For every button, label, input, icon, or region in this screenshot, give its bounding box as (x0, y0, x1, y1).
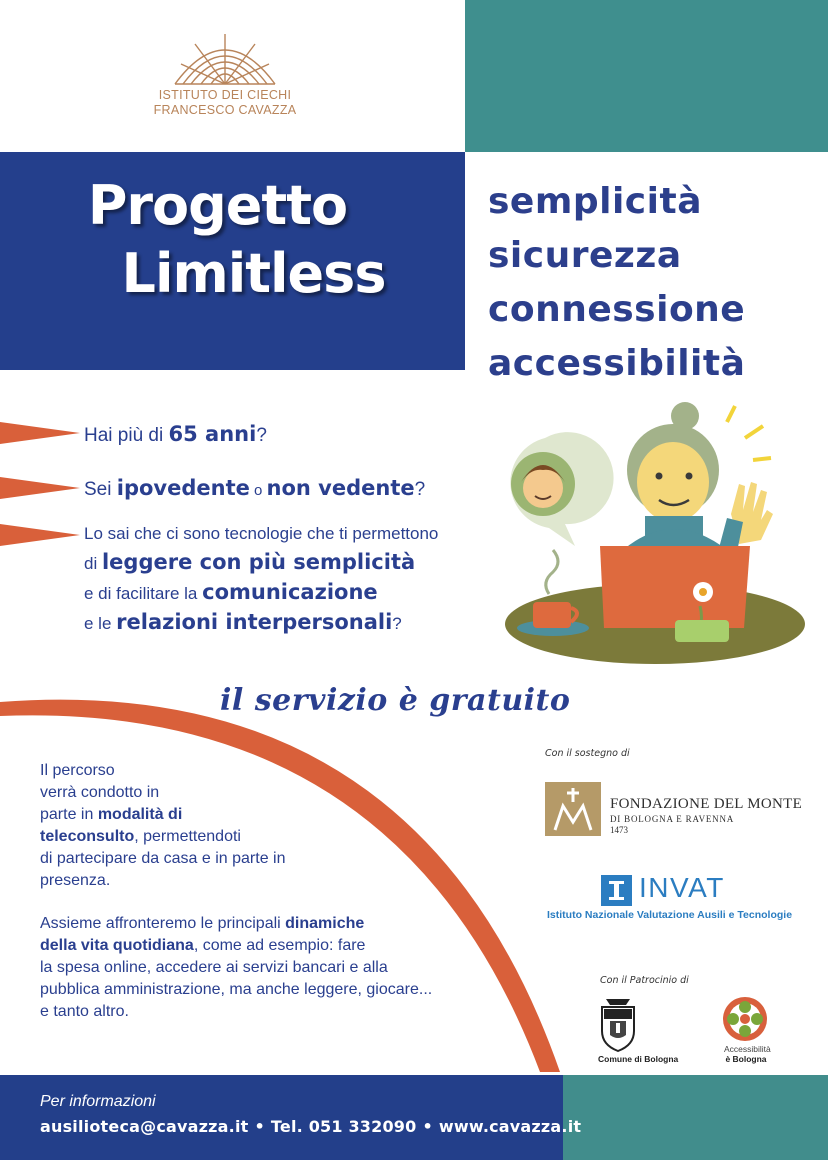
question-technology (84, 520, 438, 638)
accessibilita-line2 (724, 1054, 768, 1064)
question-text: e di facilitare la (84, 584, 203, 603)
free-service-heading: il servizio è gratuito (220, 683, 571, 718)
keyword-item: sicurezza (488, 235, 682, 276)
patronage-label: Con il Patrocinio di (600, 975, 689, 986)
paragraph-line: presenza. (40, 872, 111, 889)
paragraph-line (40, 913, 432, 935)
fondazione-monte-name (610, 796, 802, 835)
question-highlight: relazioni interpersonali (116, 610, 393, 634)
keyword-item: semplicità (488, 181, 702, 222)
contact-separator: • (254, 1117, 265, 1136)
fondazione-monte-logo (545, 782, 601, 836)
question-line (84, 578, 438, 608)
invat-subtitle: Istituto Nazionale Valutazione Ausili e Tecnologie (547, 909, 793, 921)
question-line (84, 608, 438, 638)
paragraph-line (40, 935, 432, 957)
title-line1: Progetto (87, 174, 348, 237)
paragraph-line (40, 826, 285, 848)
paragraph-text: , come ad esempio: fare (193, 937, 366, 954)
fondazione-name-line2: DI BOLOGNA E RAVENNA (610, 814, 735, 824)
pointer-arrow-icon (0, 422, 80, 444)
elderly-woman-laptop-illustration (495, 398, 813, 670)
question-vision (84, 474, 425, 505)
footer-teal-block (563, 1075, 828, 1160)
question-mark: ? (392, 614, 402, 633)
question-highlight: comunicazione (202, 580, 378, 604)
contact-email[interactable]: ausilioteca@cavazza.it (40, 1117, 249, 1136)
title-line2: Limitless (121, 242, 386, 305)
question-text: Sei (84, 479, 117, 500)
question-text: o (249, 482, 267, 499)
fondazione-year: 1473 (610, 825, 628, 835)
keyword-list (488, 175, 745, 391)
fondazione-name-line1: FONDAZIONE DEL MONTE (610, 796, 803, 812)
comune-bologna-crest-icon (598, 993, 638, 1053)
contact-phone[interactable]: Tel. 051 332090 (270, 1117, 417, 1136)
invat-logo-icon (601, 875, 632, 906)
accessibilita-label (724, 1044, 771, 1064)
question-age (84, 420, 267, 450)
paragraph-line: verrà condotto in (40, 784, 160, 801)
question-line (84, 548, 438, 578)
accessibilita-bologna-logo-icon (720, 995, 770, 1043)
comune-bologna-label: Comune di Bologna (598, 1054, 679, 1064)
paragraph-highlight: della vita quotidiana (40, 937, 194, 954)
institute-name-line2: FRANCESCO CAVAZZA (153, 103, 297, 117)
institute-name-line1: ISTITUTO DEI CIECHI (158, 88, 292, 102)
paragraph-line: pubblica amministrazione, ma anche leggere, giocare... (40, 981, 433, 998)
question-highlight: ipovedente (116, 476, 250, 500)
paragraph-line: di partecipare da casa e in parte in (40, 850, 286, 867)
info-label: Per informazioni (40, 1093, 156, 1110)
question-mark: ? (414, 479, 426, 500)
question-highlight: leggere con più semplicità (101, 550, 416, 574)
accessibilita-line1: Accessibilità (724, 1044, 771, 1054)
question-mark: ? (256, 425, 267, 446)
contact-website[interactable]: www.cavazza.it (438, 1117, 582, 1136)
paragraph-highlight: modalità di (97, 806, 183, 823)
paragraph-text: , permettendoti (134, 828, 241, 845)
question-text: Hai più di (84, 425, 169, 446)
pointer-arrow-icon (0, 524, 80, 546)
keyword-item: accessibilità (488, 343, 746, 384)
keyword-item: connessione (488, 289, 746, 330)
paragraph-daily-life (40, 913, 432, 1023)
pointer-arrow-icon (0, 477, 80, 499)
paragraph-line: la spesa online, accedere ai servizi bancari e alla (40, 959, 388, 976)
question-text: e le (84, 614, 117, 633)
paragraph-line: Il percorso (40, 762, 115, 779)
question-line: Lo sai che ci sono tecnologie che ti permettono (84, 524, 439, 543)
teal-corner-block (465, 0, 828, 152)
institute-logo (140, 26, 310, 118)
question-highlight: non vedente (266, 476, 415, 500)
contact-separator: • (422, 1117, 433, 1136)
paragraph-text: parte in (40, 806, 98, 823)
paragraph-highlight: teleconsulto (40, 828, 135, 845)
paragraph-teleconsult (40, 760, 285, 892)
contact-line (40, 1117, 581, 1136)
support-label: Con il sostegno di (545, 748, 630, 759)
project-title (0, 172, 465, 308)
question-highlight: 65 anni (168, 422, 257, 446)
accessibilita-city: è Bologna (725, 1054, 767, 1064)
invat-name: INVAT (639, 872, 725, 903)
paragraph-highlight: dinamiche (285, 915, 365, 932)
paragraph-line (40, 804, 285, 826)
invat-symbol-icon (601, 875, 632, 906)
shell-emblem-icon (165, 26, 285, 88)
fondazione-monte-emblem-icon (545, 782, 601, 836)
paragraph-line: e tanto altro. (40, 1003, 129, 1020)
paragraph-text: Assieme affronteremo le principali (40, 915, 286, 932)
question-text: di (84, 554, 102, 573)
